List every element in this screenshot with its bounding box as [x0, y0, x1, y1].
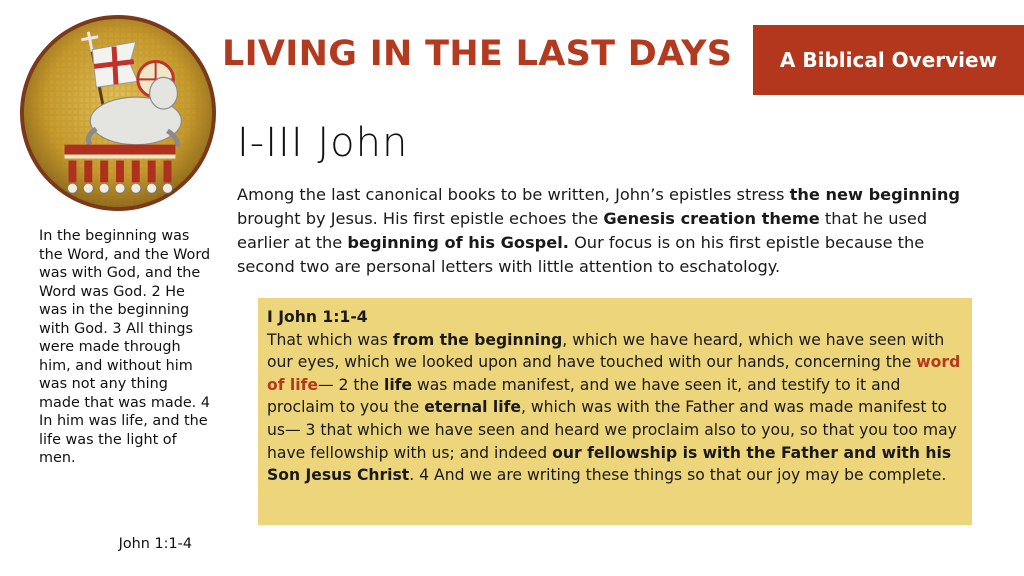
scripture-emphasis-beginning: from the beginning	[392, 330, 563, 349]
section-title: I-III John	[237, 120, 409, 166]
scripture-emphasis-eternal-life: eternal life	[424, 398, 521, 417]
intro-text-3: that he used earlier at the	[237, 209, 928, 252]
intro-text-1: Among the last canonical books to be written, John’s epistles stress	[237, 185, 790, 204]
intro-text-2: brought by Jesus. His first epistle echoes the	[237, 209, 604, 228]
scripture-reference: I John 1:1-4	[267, 308, 368, 326]
scripture-box	[258, 298, 972, 525]
intro-text-4: Our focus is on his first epistle because the second two are personal letters with little attention to eschatology.	[237, 233, 925, 276]
sidebar-quote: In the beginning was the Word, and the Word was with God, and the Word was God. 2 He was in the beginning with God. 3 All things were made through him, and without him was not any thing made that was made. 4 In him was life, and the life was the light of men.	[39, 228, 211, 466]
intro-emphasis-gospel: beginning of his Gospel.	[347, 233, 569, 252]
badge-label: A Biblical Overview	[779, 48, 998, 72]
scripture-text-1: That which was	[267, 330, 393, 349]
intro-emphasis-new-beginning: the new beginning	[789, 185, 961, 204]
scripture-text-4: was made manifest, and we have seen it, and testify to it and proclaim to you the	[267, 375, 901, 417]
scripture-text-3: — 2 the	[317, 375, 384, 394]
scripture-emphasis-fellowship: our fellowship is with the Father and with his Son Jesus Christ	[267, 443, 952, 485]
lamb-of-god-mosaic-icon	[19, 14, 217, 212]
intro-emphasis-genesis: Genesis creation theme	[603, 209, 820, 228]
subtitle-badge	[753, 25, 1024, 95]
scripture-emphasis-life: life	[383, 375, 413, 394]
scripture-text-2: , which we have heard, which we have seen with our eyes, which we looked upon and have touched with our hands, concerning the	[267, 330, 945, 372]
sidebar-reference: John 1:1-4	[118, 536, 192, 552]
page-title: LIVING IN THE LAST DAYS	[222, 34, 733, 74]
intro-paragraph	[237, 183, 977, 279]
scripture-accent-word-of-life: word of life	[267, 353, 961, 394]
scripture-text-6: . 4 And we are writing these things so that our joy may be complete.	[409, 466, 947, 485]
scripture-text-5: , which was with the Father and was made manifest to us— 3 that which we have seen and heard we proclaim also to you, so that you too may have fellowship with us; and indeed	[267, 398, 957, 462]
